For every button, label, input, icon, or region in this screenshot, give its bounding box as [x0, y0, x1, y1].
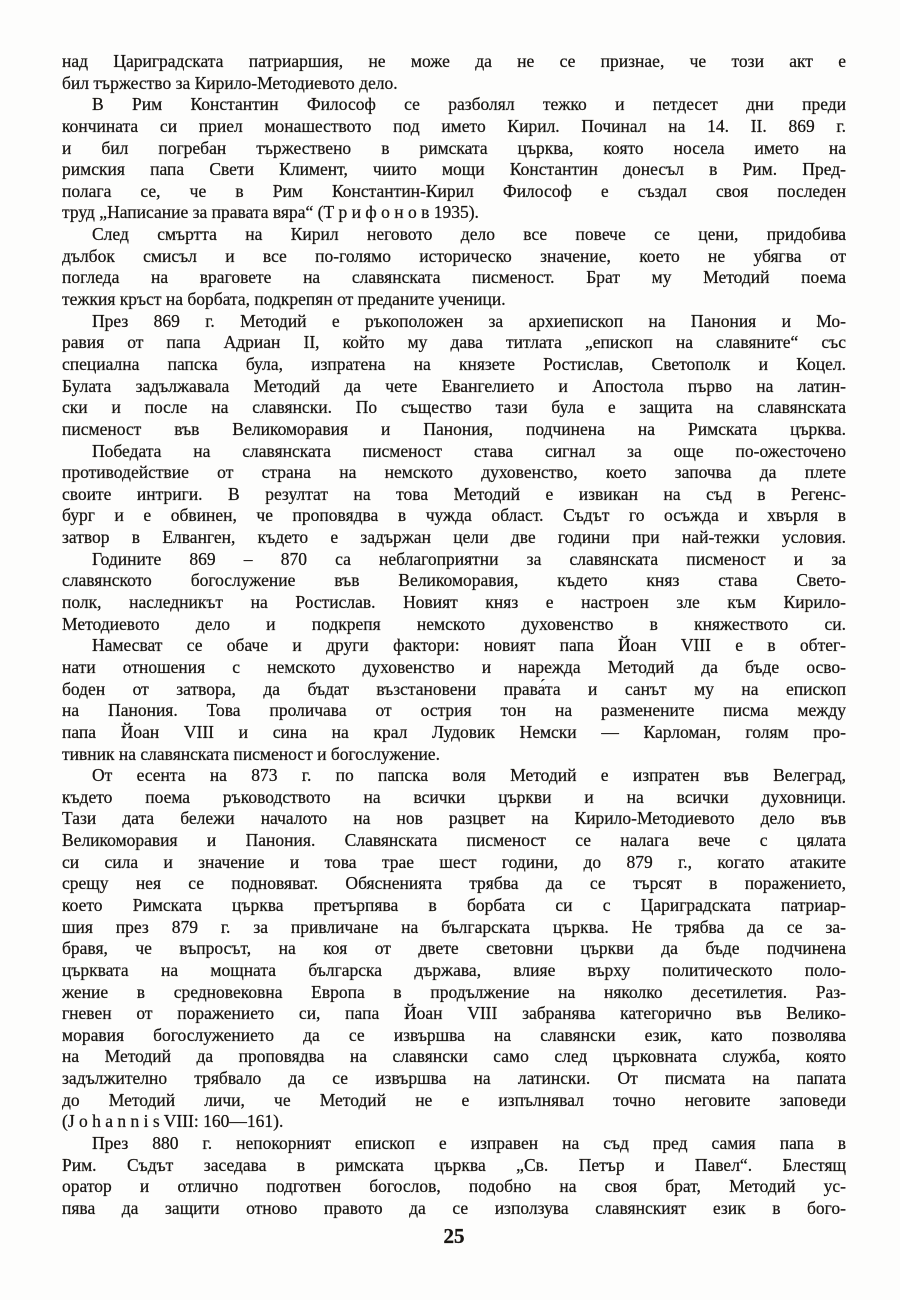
- text-line: От есента на 873 г. по папска воля Методий е изпратен във Велеград,: [92, 765, 846, 786]
- text-line: труд „Написание за правата вяра“ (Т р и ф о н о в 1935).: [62, 202, 479, 223]
- text-line: на Панония. Това проличава от острия тон на разменените писма между: [62, 700, 846, 721]
- text-line: През 869 г. Методий е ръкоположен за архиепископ на Панония и Мо-: [92, 310, 846, 331]
- text-line: равия от папа Адриан II, който му дава титлата „епископ на славяните“ със: [62, 332, 846, 353]
- text-line: Победата на славянската писменост става сигнал за още по-ожесточено: [92, 440, 846, 461]
- text-line: своите интриги. В резултат на това Методий е извикан на съд в Регенс-: [62, 483, 846, 504]
- text-line: гневен от поражението си, папа Йоан VIII забранява категорично във Велико-: [62, 1003, 846, 1024]
- page-number: 25: [443, 1224, 465, 1248]
- text-line: моравия богослужението да се извършва на славянски език, като позволява: [62, 1024, 846, 1045]
- text-line: над Цариградската патриаршия, не може да не се признае, че този акт е: [62, 51, 846, 71]
- text-line: бил тържество за Кирило-Методиевото дело.: [62, 72, 398, 93]
- text-line: погледа на враговете на славянската писменост. Брат му Методий поема: [62, 267, 846, 288]
- text-line: църквата на мощната българска държава, влияе върху политическото поло-: [62, 959, 846, 980]
- text-line: Годините 869 – 870 са неблагоприятни за славянската писменост и за: [92, 548, 846, 569]
- text-line: боден от затвора, да бъдат възстановени права́та и санът му на епископ: [62, 678, 846, 699]
- text-line: си сила и значение и това трае шест години, до 879 г., когато атаките: [62, 851, 846, 872]
- text-line: След смъртта на Кирил неговото дело все повече се цени, придобива: [92, 224, 846, 245]
- text-line: нати отношения с немското духовенство и нарежда Методий да бъде осво-: [62, 656, 846, 677]
- text-line: задължително трябвало да се извършва на латински. От писмата на папата: [62, 1068, 846, 1089]
- text-line: кончината си приел монашеството под името Кирил. Починал на 14. II. 869 г.: [62, 115, 846, 136]
- text-line: папа Йоан VIII и сина на крал Лудовик Немски — Карломан, голям про-: [62, 721, 846, 742]
- text-line: жение в средновековна Европа в продължение на няколко десетилетия. Раз-: [62, 981, 846, 1002]
- text-line: Методиевото дело и подкрепя немското духовенство в княжеството си.: [62, 613, 846, 634]
- text-line: до Методий личи, че Методий не е изпълнявал точно неговите заповеди: [62, 1089, 846, 1110]
- text-line: и бил погребан тържествено в римската църква, която носела името на: [62, 137, 846, 158]
- text-line: бравя, че въпросът, на коя от двете световни църкви да бъде подчинена: [62, 938, 846, 959]
- text-line: В Рим Константин Философ се разболял тежко и петдесет дни преди: [92, 94, 846, 115]
- text-line: дълбок смисъл и все по-голямо историческо значение, което не убягва от: [62, 245, 846, 266]
- text-line: пява да защити отново правото да се използува славянският език в бого-: [62, 1197, 846, 1218]
- text-line: тежкия кръст на борбата, подкрепян от преданите ученици.: [62, 289, 506, 310]
- text-line: славянското богослужение във Великоморавия, където княз става Свето-: [62, 570, 846, 591]
- text-line: През 880 г. непокорният епископ е изправен на съд пред самия папа в: [92, 1133, 846, 1154]
- text-line: затвор в Елванген, където е задържан цели две години при най-тежки условия.: [62, 527, 846, 548]
- text-line: ски и после на славянски. По същество тази була е защита на славянската: [62, 397, 846, 418]
- text-line: полк, наследникът на Ростислав. Новият княз е настроен зле към Кирило-: [62, 592, 846, 613]
- text-line: полага се, че в Рим Константин-Кирил Философ е създал своя последен: [62, 180, 846, 201]
- text-line: Рим. Съдът заседава в римската църква „Св. Петър и Павел“. Блестящ: [62, 1154, 846, 1175]
- text-line: писменост във Великоморавия и Панония, подчинена на Римската църква.: [62, 418, 846, 439]
- text-line: тивник на славянската писменост и богослужение.: [62, 743, 440, 764]
- text-line: римския папа Свети Климент, чиито мощи Константин донесъл в Рим. Пред-: [62, 159, 846, 180]
- text-line: (J o h a n n i s VIII: 160—161).: [62, 1111, 284, 1132]
- text-line: бург и е обвинен, че проповядва в чужда област. Съдът го осъжда и хвърля в: [62, 505, 846, 526]
- text-line: Тази дата бележи началото на нов разцвет на Кирило-Методиевото дело във: [62, 808, 846, 829]
- text-line: Намесват се обаче и други фактори: новият папа Йоан VIII е в обтег-: [92, 635, 846, 656]
- text-line: шия през 879 г. за привличане на българската църква. Не трябва да се за-: [62, 916, 846, 937]
- text-line: противодействие от страна на немското духовенство, което започва да плете: [62, 462, 846, 483]
- text-line: оратор и отлично подготвен богослов, подобно на своя брат, Методий ус-: [62, 1176, 846, 1197]
- text-line: специална папска була, изпратена на князете Ростислав, Светополк и Коцел.: [62, 353, 846, 374]
- text-line: където поема ръководството на всички църкви и на всички духовници.: [62, 786, 846, 807]
- text-line: срещу нея се подновяват. Обясненията трябва да се търсят в поражението,: [62, 873, 846, 894]
- text-line: на Методий да проповядва на славянски само след църковната служба, която: [62, 1046, 846, 1067]
- text-line: Великоморавия и Панония. Славянската писменост се налага вече с цялата: [62, 830, 846, 851]
- text-line: което Римската църква претърпява в борбата си с Цариградската патриар-: [62, 894, 846, 915]
- page-text: [62, 51, 846, 1220]
- text-line: Булата задължавала Методий да чете Евангелието и Апостола първо на латин-: [62, 375, 846, 396]
